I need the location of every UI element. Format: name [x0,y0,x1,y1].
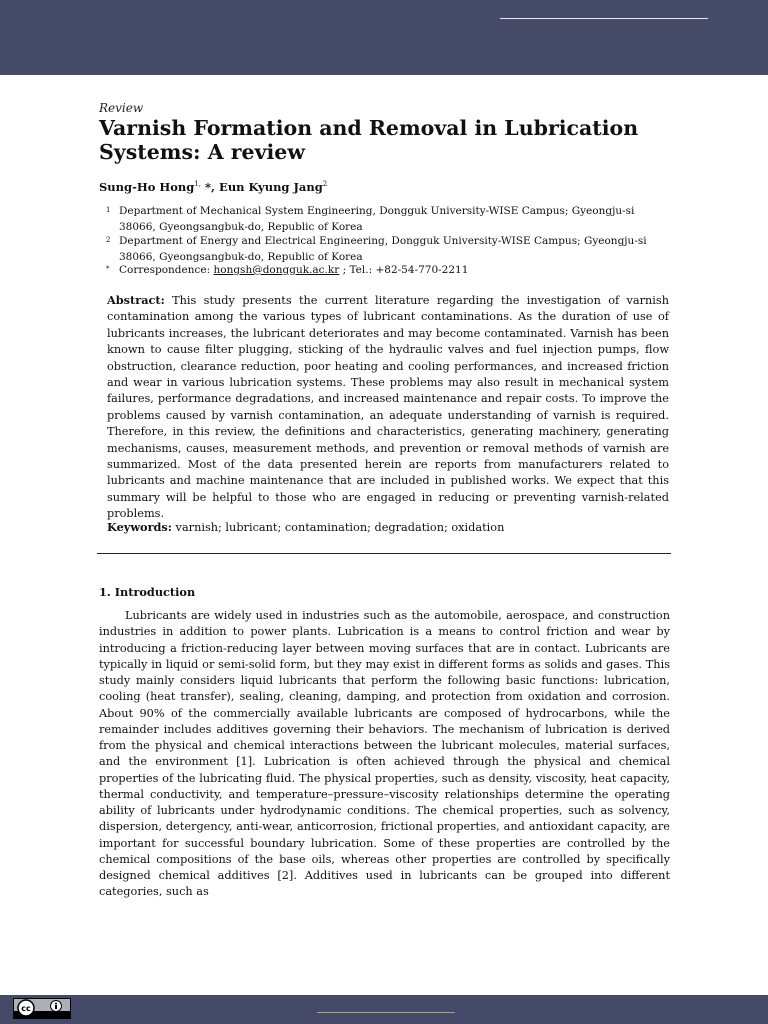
affiliation-text: Department of Energy and Electrical Engineering, Dongguk University-WISE Campus; Gyeongju-si 38066, Gyeongsangbuk-do, Republic of Korea [119,235,647,263]
author-name: Sung-Ho Hong [99,180,195,194]
correspondence-mark: * [106,265,110,273]
journal-footer-bar [0,995,768,1024]
keywords-label: Keywords: [107,520,172,534]
keywords [107,520,504,534]
affiliation-2 [99,234,670,265]
abstract [107,292,669,523]
abstract-label: Abstract: [107,293,165,307]
correspondence-prefix: Correspondence: [119,264,214,276]
svg-text:cc: cc [21,1004,31,1013]
keywords-text: varnish; lubricant; contamination; degradation; oxidation [171,521,505,534]
author-affiliation-mark: 2 [322,180,328,189]
header-rule [500,18,708,19]
correspondence-email-link[interactable]: hongsh@dongguk.ac.kr [213,264,340,276]
journal-header-bar [0,0,768,75]
section-divider [97,553,671,554]
article-title: Varnish Formation and Removal in Lubrication Systems: A review [99,116,639,164]
cc-by-icon[interactable] [13,998,71,1019]
correspondence-phone: ; Tel.: +82-54-770-2211 [339,264,469,276]
introduction-paragraph: Lubricants are widely used in industries such as the automobile, aerospace, and construction industries in addition to power plants. Lubrication is a means to control friction and wear by introducing a friction-reducing layer between moving surfaces that are in contact. Lubricants are typically in liquid or semi-solid form, but they may exist in different forms as solids and gases. This study mainly considers liquid lubricants that perform the following basic functions: lubrication, cooling (heat transfer), sealing, cleaning, damping, and protection from oxidation and corrosion. About 90% of the commercially available lubricants are composed of hydrocarbons, while the remainder includes additives governing their behaviors. The mechanism of lubrication is derived from the physical and chemical interactions between the lubricant molecules, material surfaces, and the environment [1]. Lubrication is often achieved through the physical and chemical properties of the lubricating fluid. The physical properties, such as density, viscosity, heat capacity, thermal conductivity, and temperature–pressure–viscosity relationships determine the operating ability of lubricants under hydrodynamic conditions. The chemical properties, such as solvency, dispersion, detergency, anti-wear, anticorrosion, frictional properties, and antioxidant capacity, are important for successful boundary lubrication. Some of these properties are controlled by the chemical compositions of the base oils, whereas other properties are controlled by specifically designed chemical additives [2]. Additives used in lubricants can be grouped into different categories, such as [99,609,670,899]
footer-rule [317,1012,455,1013]
correspondence [99,263,670,279]
author-affiliation-mark: 1, [194,180,202,189]
author-list [99,180,327,194]
section-heading-introduction: 1. Introduction [99,585,196,599]
affiliation-1 [99,204,670,235]
corresponding-mark: * [201,180,212,194]
abstract-text: This study presents the current literature regarding the investigation of varnish contamination among the various types of lubricant contaminations. As the duration of use of lubricants increases, the lubricant deteriorates and may become contaminated. Varnish has been known to cause filter plugging, sticking of the hydraulic valves and fuel injection pumps, flow obstruction, clearance reduction, poor heating and cooling performances, and increased friction and wear in various lubrication systems. These problems may also result in mechanical system failures, performance degradations, and increased maintenance and repair costs. To improve the problems caused by varnish contamination, an adequate understanding of varnish is required. Therefore, in this review, the definitions and characteristics, generating machinery, generating mechanisms, causes, measurement methods, and prevention or removal methods of varnish are summarized. Most of the data presented herein are reports from manufacturers related to lubricants and machine maintenance that are included in published works. We expect that this summary will be helpful to those who are engaged in reducing or preventing varnish-related problems. [107,294,669,521]
affiliation-mark: 1 [106,206,111,214]
author-name: , Eun Kyung Jang [211,180,323,194]
article-type-label: Review [99,101,144,115]
affiliation-mark: 2 [106,236,111,244]
affiliation-text: Department of Mechanical System Engineering, Dongguk University-WISE Campus; Gyeongju-si 38066, Gyeongsangbuk-do, Republic of Korea [119,205,635,233]
